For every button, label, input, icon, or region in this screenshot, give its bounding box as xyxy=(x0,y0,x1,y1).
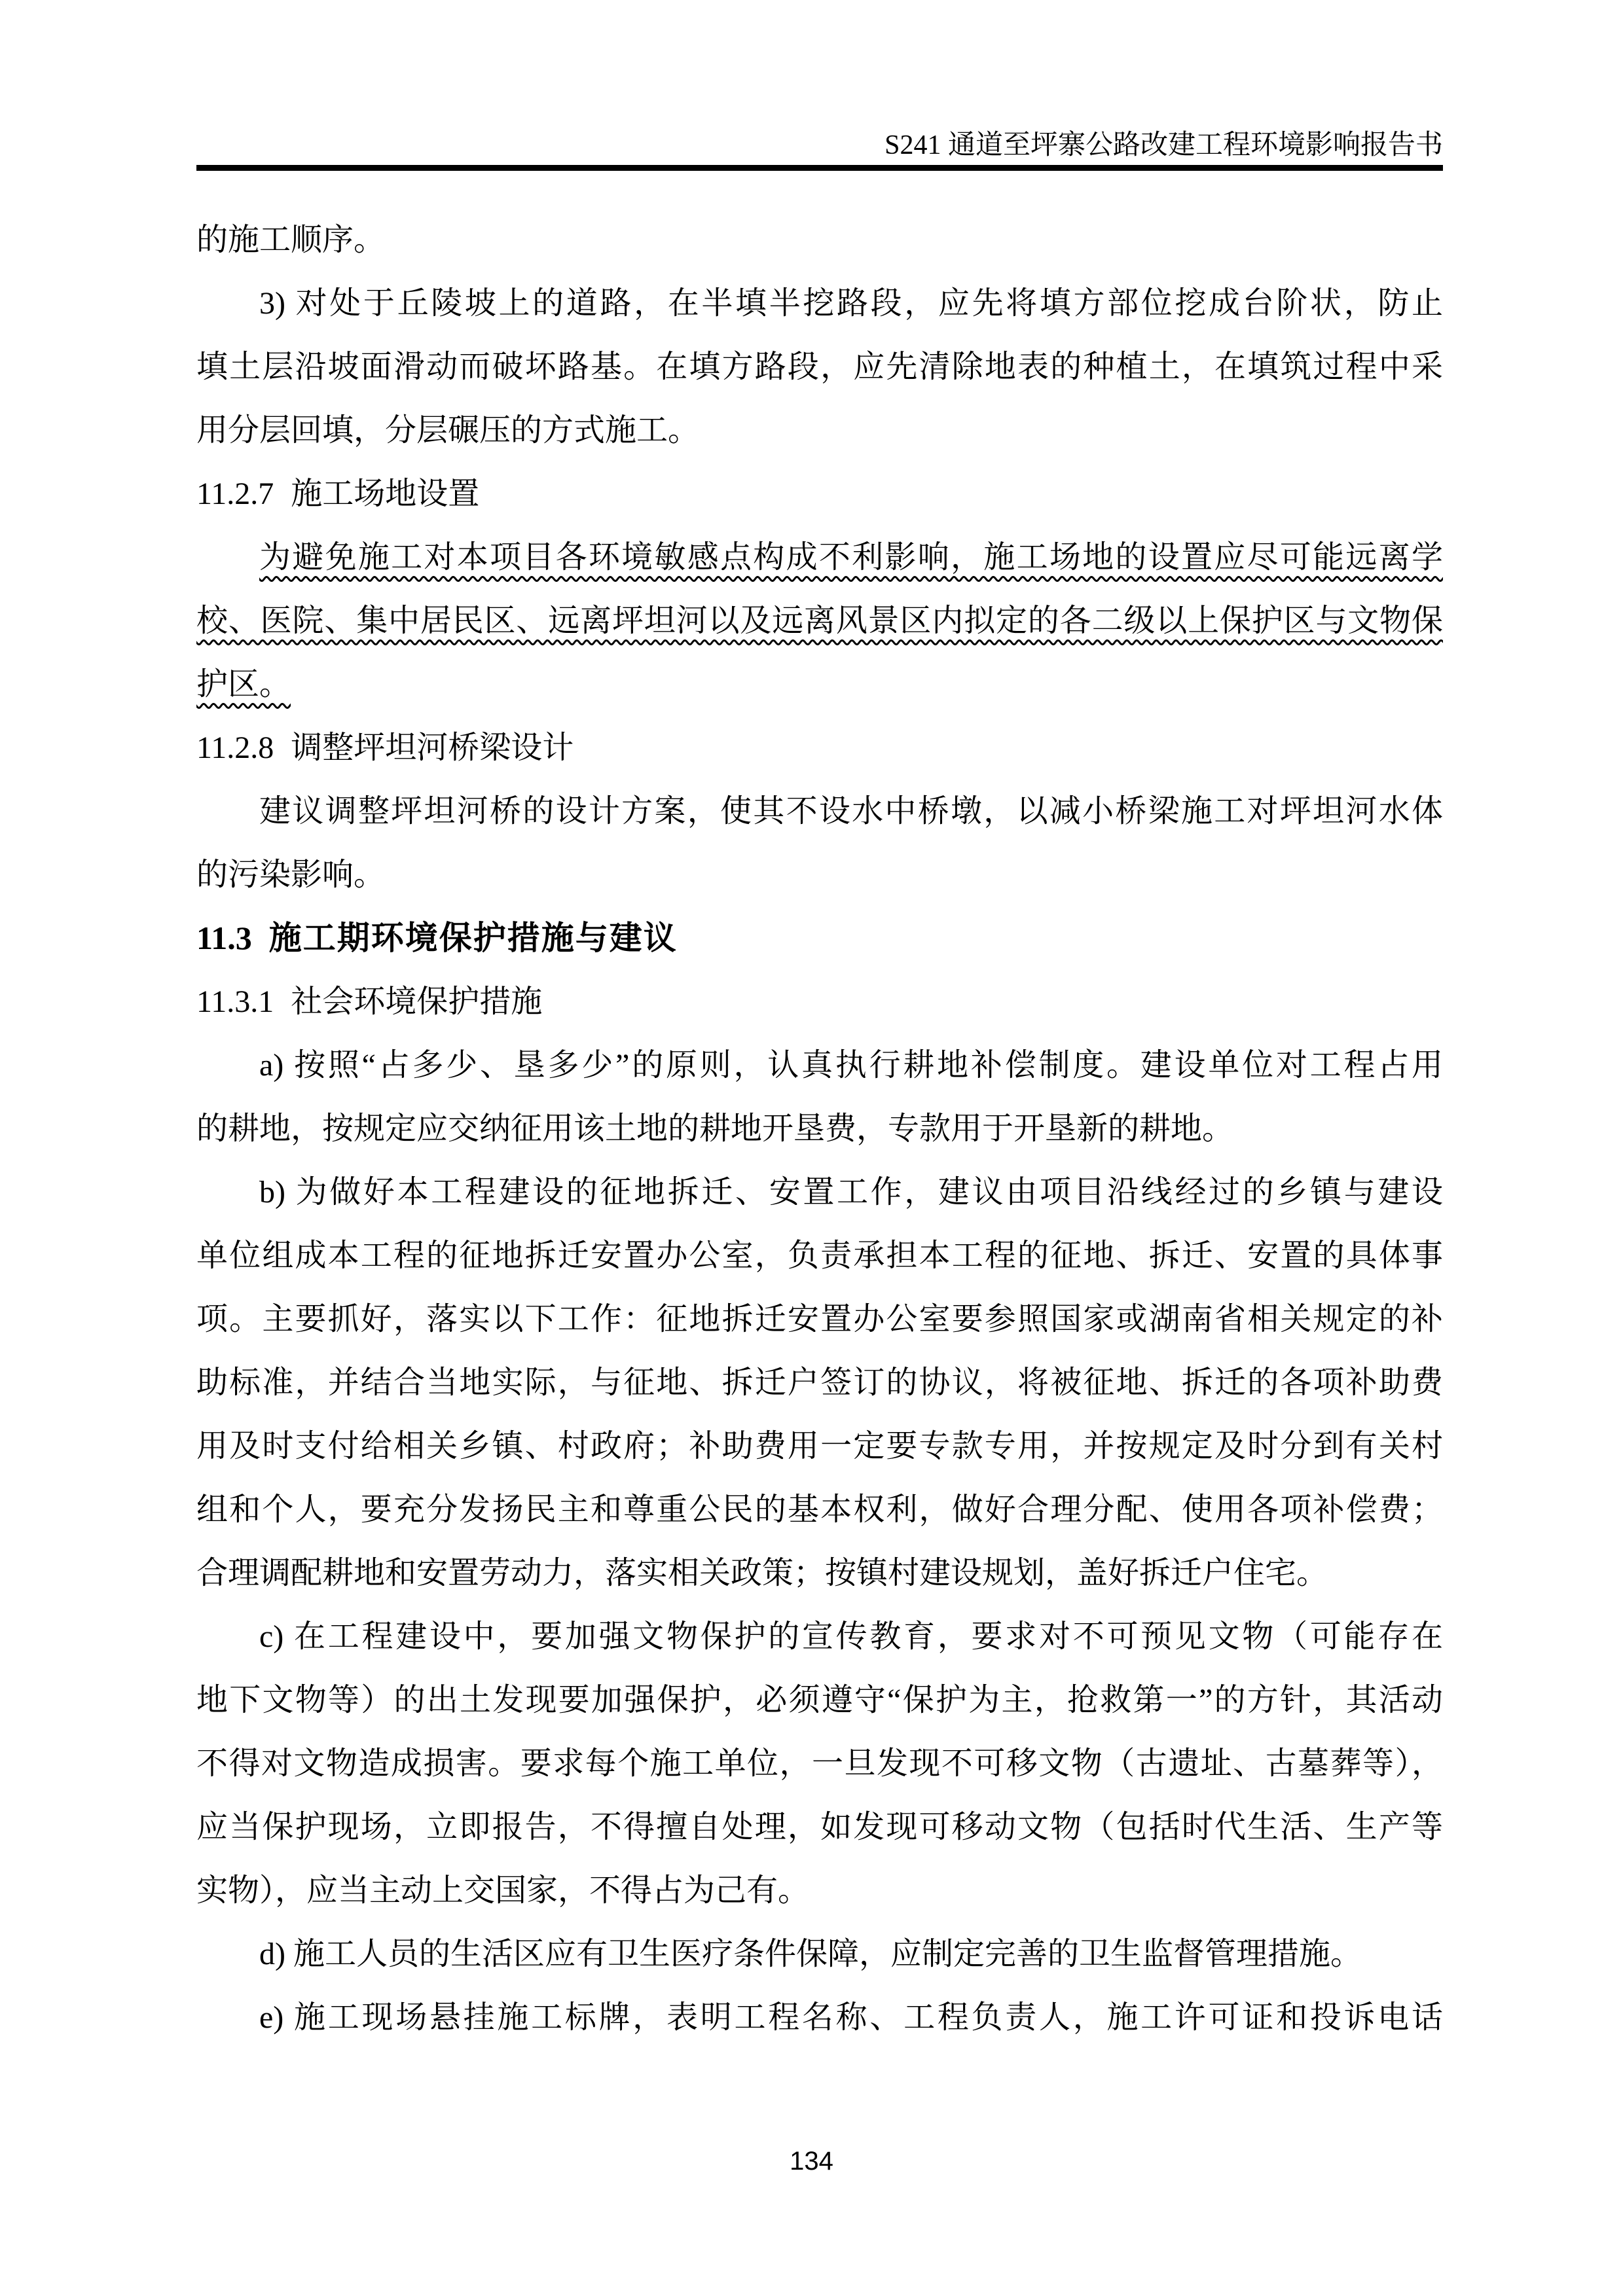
body-line: c) 在工程建设中，要加强文物保护的宣传教育，要求对不可预见文物（可能存在 xyxy=(259,1619,1443,1654)
heading-title: 社会环境保护措施 xyxy=(291,984,543,1019)
body-line: 3) 对处于丘陵坡上的道路，在半填半挖路段，应先将填方部位挖成台阶状，防止 xyxy=(259,286,1443,321)
heading-title: 施工场地设置 xyxy=(291,476,480,511)
body-line: 助标准，并结合当地实际，与征地、拆迁户签订的协议，将被征地、拆迁的各项补助费 xyxy=(196,1365,1443,1400)
heading-11-3-1 xyxy=(196,970,1443,1033)
body-line: 的施工顺序。 xyxy=(196,223,386,257)
body-line: 应当保护现场，立即报告，不得擅自处理，如发现可移动文物（包括时代生活、生产等 xyxy=(196,1810,1443,1844)
page-header-title: S241 通道至坪寨公路改建工程环境影响报告书 xyxy=(884,130,1443,160)
body-line: 单位组成本工程的征地拆迁安置办公室，负责承担本工程的征地、拆迁、安置的具体事 xyxy=(196,1238,1443,1273)
body-line: b) 为做好本工程建设的征地拆迁、安置工作，建议由项目沿线经过的乡镇与建设 xyxy=(259,1175,1443,1210)
heading-title: 施工期环境保护措施与建议 xyxy=(268,920,678,956)
body-line: 的耕地，按规定应交纳征用该土地的耕地开垦费，专款用于开垦新的耕地。 xyxy=(196,1111,1234,1146)
body-line: 用及时支付给相关乡镇、村政府；补助费用一定要专款专用，并按规定及时分到有关村 xyxy=(196,1429,1443,1463)
heading-number: 11.3.1 xyxy=(196,984,274,1019)
body-line-underlined: 护区。 xyxy=(196,667,291,702)
body-line: 项。主要抓好，落实以下工作：征地拆迁安置办公室要参照国家或湖南省相关规定的补 xyxy=(196,1302,1443,1336)
heading-11-2-7 xyxy=(196,462,1443,526)
heading-title: 调整坪坦河桥梁设计 xyxy=(291,730,574,765)
body-line: 填土层沿坡面滑动而破坏路基。在填方路段，应先清除地表的种植土，在填筑过程中采 xyxy=(196,350,1443,384)
header-rule xyxy=(196,165,1443,171)
heading-11-2-8 xyxy=(196,716,1443,780)
heading-number: 11.2.8 xyxy=(196,730,274,765)
heading-11-3 xyxy=(196,906,1443,970)
document-body xyxy=(196,208,1443,2049)
body-line: 地下文物等）的出土发现要加强保护，必须遵守“保护为主，抢救第一”的方针，其活动 xyxy=(196,1683,1443,1717)
body-line-underlined: 为避免施工对本项目各环境敏感点构成不利影响，施工场地的设置应尽可能远离学 xyxy=(259,540,1443,575)
body-line: 实物），应当主动上交国家，不得占为己有。 xyxy=(196,1873,810,1908)
body-line: a) 按照“占多少、垦多少”的原则，认真执行耕地补偿制度。建设单位对工程占用 xyxy=(259,1048,1443,1083)
body-line: e) 施工现场悬挂施工标牌，表明工程名称、工程负责人，施工许可证和投诉电话 xyxy=(259,2000,1443,2035)
body-line: 组和个人，要充分发扬民主和尊重公民的基本权利，做好合理分配、使用各项补偿费； xyxy=(196,1492,1443,1527)
body-line: 不得对文物造成损害。要求每个施工单位，一旦发现不可移文物（古遗址、古墓葬等）， xyxy=(196,1746,1443,1781)
body-line-underlined: 校、医院、集中居民区、远离坪坦河以及远离风景区内拟定的各二级以上保护区与文物保 xyxy=(196,603,1443,638)
body-line: 建议调整坪坦河桥的设计方案，使其不设水中桥墩，以减小桥梁施工对坪坦河水体 xyxy=(259,794,1443,829)
body-line: 合理调配耕地和安置劳动力，落实相关政策；按镇村建设规划，盖好拆迁户住宅。 xyxy=(196,1556,1328,1590)
page-number: 134 xyxy=(790,2147,833,2176)
body-line: 的污染影响。 xyxy=(196,857,386,892)
heading-number: 11.3 xyxy=(196,920,252,956)
body-line: d) 施工人员的生活区应有卫生医疗条件保障，应制定完善的卫生监督管理措施。 xyxy=(259,1937,1362,1971)
body-line: 用分层回填，分层碾压的方式施工。 xyxy=(196,413,700,448)
heading-number: 11.2.7 xyxy=(196,476,274,511)
